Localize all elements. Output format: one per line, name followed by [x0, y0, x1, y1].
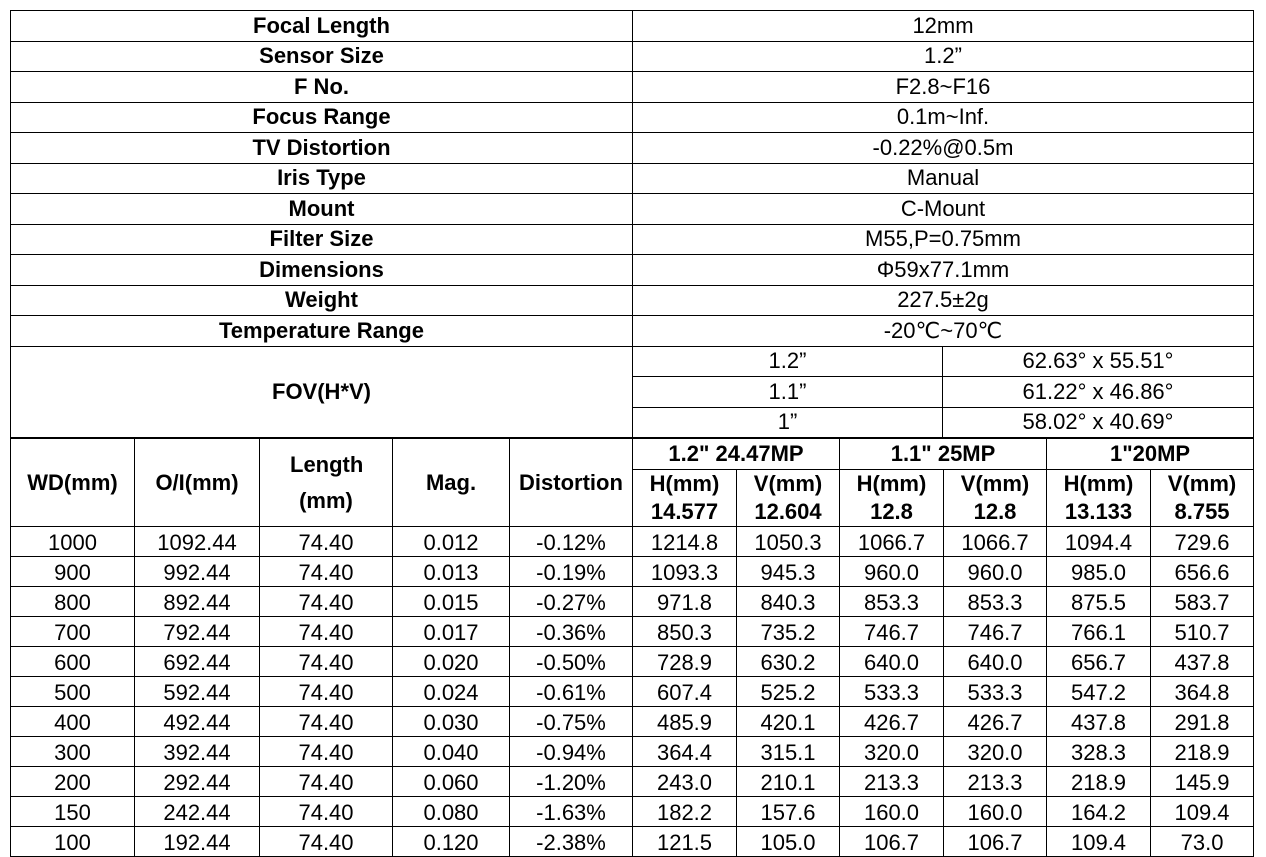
table-cell: 800	[11, 587, 135, 617]
sensor-v-size: 12.604	[737, 499, 840, 527]
table-cell: 74.40	[260, 587, 393, 617]
table-cell: 109.4	[1151, 797, 1254, 827]
table-cell: 850.3	[633, 617, 737, 647]
table-cell: 510.7	[1151, 617, 1254, 647]
table-cell: 656.6	[1151, 557, 1254, 587]
col-header-v: V(mm)	[737, 470, 840, 499]
fov-sensor: 1.2”	[633, 346, 943, 377]
table-cell: 400	[11, 707, 135, 737]
table-cell: 420.1	[737, 707, 840, 737]
table-cell: -0.19%	[510, 557, 633, 587]
table-cell: 1093.3	[633, 557, 737, 587]
table-cell: 1050.3	[737, 527, 840, 557]
sensor-group-header: 1.2" 24.47MP	[633, 439, 840, 470]
table-cell: 533.3	[944, 677, 1047, 707]
table-cell: 746.7	[840, 617, 944, 647]
spec-label: Temperature Range	[11, 316, 633, 347]
table-cell: 1000	[11, 527, 135, 557]
table-cell: 533.3	[840, 677, 944, 707]
table-cell: 492.44	[135, 707, 260, 737]
table-cell: 0.012	[393, 527, 510, 557]
col-header-wd: WD(mm)	[11, 439, 135, 527]
col-header-h: H(mm)	[1047, 470, 1151, 499]
table-cell: 0.017	[393, 617, 510, 647]
spec-value: F2.8~F16	[633, 72, 1254, 103]
table-row	[11, 767, 1254, 797]
table-cell: 607.4	[633, 677, 737, 707]
table-cell: 0.030	[393, 707, 510, 737]
table-cell: 192.44	[135, 827, 260, 857]
table-row	[11, 677, 1254, 707]
table-cell: 315.1	[737, 737, 840, 767]
table-cell: 213.3	[840, 767, 944, 797]
table-cell: 218.9	[1151, 737, 1254, 767]
table-cell: 746.7	[944, 617, 1047, 647]
table-cell: 692.44	[135, 647, 260, 677]
spec-label: Weight	[11, 285, 633, 316]
spec-row	[11, 102, 1254, 133]
spec-value: Φ59x77.1mm	[633, 255, 1254, 286]
spec-row	[11, 72, 1254, 103]
table-cell: -2.38%	[510, 827, 633, 857]
table-cell: 500	[11, 677, 135, 707]
table-cell: 106.7	[840, 827, 944, 857]
table-cell: 74.40	[260, 557, 393, 587]
col-header-oi: O/I(mm)	[135, 439, 260, 527]
table-cell: 328.3	[1047, 737, 1151, 767]
sensor-h-size: 12.8	[840, 499, 944, 527]
table-cell: 145.9	[1151, 767, 1254, 797]
spec-row	[11, 41, 1254, 72]
table-cell: 971.8	[633, 587, 737, 617]
table-cell: 300	[11, 737, 135, 767]
table-cell: 242.44	[135, 797, 260, 827]
fov-label: FOV(H*V)	[11, 346, 633, 438]
table-cell: 600	[11, 647, 135, 677]
table-cell: 1214.8	[633, 527, 737, 557]
table-cell: 150	[11, 797, 135, 827]
col-header-distortion: Distortion	[510, 439, 633, 527]
table-row	[11, 647, 1254, 677]
table-cell: 121.5	[633, 827, 737, 857]
spec-table	[10, 10, 1254, 438]
table-cell: 157.6	[737, 797, 840, 827]
col-header-h: H(mm)	[840, 470, 944, 499]
table-cell: 437.8	[1047, 707, 1151, 737]
sensor-h-size: 14.577	[633, 499, 737, 527]
table-cell: 210.1	[737, 767, 840, 797]
table-cell: 766.1	[1047, 617, 1151, 647]
table-cell: 900	[11, 557, 135, 587]
table-cell: 320.0	[840, 737, 944, 767]
col-header-mag: Mag.	[393, 439, 510, 527]
table-cell: 0.015	[393, 587, 510, 617]
table-cell: 630.2	[737, 647, 840, 677]
fov-row	[11, 346, 1254, 377]
fov-value: 62.63° x 55.51°	[943, 346, 1254, 377]
spec-value: -20℃~70℃	[633, 316, 1254, 347]
table-cell: -0.36%	[510, 617, 633, 647]
table-cell: 74.40	[260, 827, 393, 857]
table-cell: 656.7	[1047, 647, 1151, 677]
spec-value: 12mm	[633, 11, 1254, 42]
table-cell: 106.7	[944, 827, 1047, 857]
table-cell: 0.020	[393, 647, 510, 677]
spec-label: Sensor Size	[11, 41, 633, 72]
table-cell: -0.75%	[510, 707, 633, 737]
table-row	[11, 557, 1254, 587]
fov-sensor: 1”	[633, 407, 943, 438]
table-cell: 0.060	[393, 767, 510, 797]
table-cell: 992.44	[135, 557, 260, 587]
col-header-v: V(mm)	[944, 470, 1047, 499]
table-cell: 164.2	[1047, 797, 1151, 827]
table-cell: 74.40	[260, 737, 393, 767]
table-cell: -0.61%	[510, 677, 633, 707]
table-cell: 292.44	[135, 767, 260, 797]
sensor-group-header: 1.1" 25MP	[840, 439, 1047, 470]
table-cell: 160.0	[840, 797, 944, 827]
table-cell: 392.44	[135, 737, 260, 767]
table-body	[11, 527, 1254, 857]
table-cell: 485.9	[633, 707, 737, 737]
spec-label: Focal Length	[11, 11, 633, 42]
table-cell: 1066.7	[944, 527, 1047, 557]
table-cell: 875.5	[1047, 587, 1151, 617]
spec-row	[11, 224, 1254, 255]
spec-value: C-Mount	[633, 194, 1254, 225]
table-cell: 109.4	[1047, 827, 1151, 857]
spec-value: 227.5±2g	[633, 285, 1254, 316]
table-cell: 437.8	[1151, 647, 1254, 677]
fov-value: 58.02° x 40.69°	[943, 407, 1254, 438]
col-header-v: V(mm)	[1151, 470, 1254, 499]
table-cell: 74.40	[260, 767, 393, 797]
spec-label: Iris Type	[11, 163, 633, 194]
working-distance-table	[10, 438, 1254, 857]
table-cell: 592.44	[135, 677, 260, 707]
table-cell: 364.8	[1151, 677, 1254, 707]
header-row	[11, 439, 1254, 470]
table-cell: -1.20%	[510, 767, 633, 797]
spec-row	[11, 285, 1254, 316]
table-cell: 728.9	[633, 647, 737, 677]
table-cell: 700	[11, 617, 135, 647]
table-cell: 426.7	[840, 707, 944, 737]
table-row	[11, 797, 1254, 827]
table-cell: 74.40	[260, 647, 393, 677]
spec-label: Mount	[11, 194, 633, 225]
spec-value: Manual	[633, 163, 1254, 194]
table-cell: 218.9	[1047, 767, 1151, 797]
table-cell: 160.0	[944, 797, 1047, 827]
spec-row	[11, 316, 1254, 347]
spec-row	[11, 194, 1254, 225]
table-cell: 0.040	[393, 737, 510, 767]
fov-value: 61.22° x 46.86°	[943, 377, 1254, 408]
table-cell: 0.120	[393, 827, 510, 857]
table-cell: 0.080	[393, 797, 510, 827]
spec-row	[11, 133, 1254, 164]
spec-label: Filter Size	[11, 224, 633, 255]
spec-value: 0.1m~Inf.	[633, 102, 1254, 133]
table-cell: 0.024	[393, 677, 510, 707]
table-cell: 547.2	[1047, 677, 1151, 707]
spec-value: 1.2”	[633, 41, 1254, 72]
table-cell: 1066.7	[840, 527, 944, 557]
sensor-v-size: 8.755	[1151, 499, 1254, 527]
fov-sensor: 1.1”	[633, 377, 943, 408]
table-row	[11, 527, 1254, 557]
table-cell: 243.0	[633, 767, 737, 797]
table-cell: 291.8	[1151, 707, 1254, 737]
table-cell: -0.94%	[510, 737, 633, 767]
table-header	[11, 439, 1254, 527]
table-cell: 853.3	[944, 587, 1047, 617]
table-row	[11, 737, 1254, 767]
spec-row	[11, 163, 1254, 194]
table-row	[11, 827, 1254, 857]
table-cell: 792.44	[135, 617, 260, 647]
table-cell: 105.0	[737, 827, 840, 857]
table-cell: -0.12%	[510, 527, 633, 557]
table-cell: 364.4	[633, 737, 737, 767]
spec-label: F No.	[11, 72, 633, 103]
table-cell: 583.7	[1151, 587, 1254, 617]
spec-label: TV Distortion	[11, 133, 633, 164]
table-cell: 320.0	[944, 737, 1047, 767]
table-cell: 426.7	[944, 707, 1047, 737]
spec-value: -0.22%@0.5m	[633, 133, 1254, 164]
table-cell: 892.44	[135, 587, 260, 617]
table-cell: 200	[11, 767, 135, 797]
table-cell: 840.3	[737, 587, 840, 617]
table-cell: 945.3	[737, 557, 840, 587]
table-cell: 1094.4	[1047, 527, 1151, 557]
table-cell: 985.0	[1047, 557, 1151, 587]
table-cell: 73.0	[1151, 827, 1254, 857]
table-cell: 74.40	[260, 617, 393, 647]
spec-label: Dimensions	[11, 255, 633, 286]
table-row	[11, 617, 1254, 647]
sensor-h-size: 13.133	[1047, 499, 1151, 527]
table-cell: 182.2	[633, 797, 737, 827]
table-cell: 640.0	[944, 647, 1047, 677]
sensor-group-header: 1"20MP	[1047, 439, 1254, 470]
table-cell: 735.2	[737, 617, 840, 647]
table-cell: 853.3	[840, 587, 944, 617]
spec-body	[11, 11, 1254, 438]
table-cell: 640.0	[840, 647, 944, 677]
table-cell: 74.40	[260, 707, 393, 737]
sensor-v-size: 12.8	[944, 499, 1047, 527]
spec-label: Focus Range	[11, 102, 633, 133]
spec-row	[11, 11, 1254, 42]
spec-row	[11, 255, 1254, 286]
table-row	[11, 707, 1254, 737]
table-cell: -0.27%	[510, 587, 633, 617]
table-cell: 100	[11, 827, 135, 857]
table-cell: 525.2	[737, 677, 840, 707]
table-row	[11, 587, 1254, 617]
table-cell: 960.0	[840, 557, 944, 587]
table-cell: 74.40	[260, 527, 393, 557]
col-header-length: Length (mm)	[260, 439, 393, 527]
table-cell: 213.3	[944, 767, 1047, 797]
table-cell: 1092.44	[135, 527, 260, 557]
table-cell: 74.40	[260, 797, 393, 827]
spec-value: M55,P=0.75mm	[633, 224, 1254, 255]
table-cell: -1.63%	[510, 797, 633, 827]
table-cell: 74.40	[260, 677, 393, 707]
table-cell: 729.6	[1151, 527, 1254, 557]
table-cell: 960.0	[944, 557, 1047, 587]
table-cell: -0.50%	[510, 647, 633, 677]
col-header-h: H(mm)	[633, 470, 737, 499]
table-cell: 0.013	[393, 557, 510, 587]
